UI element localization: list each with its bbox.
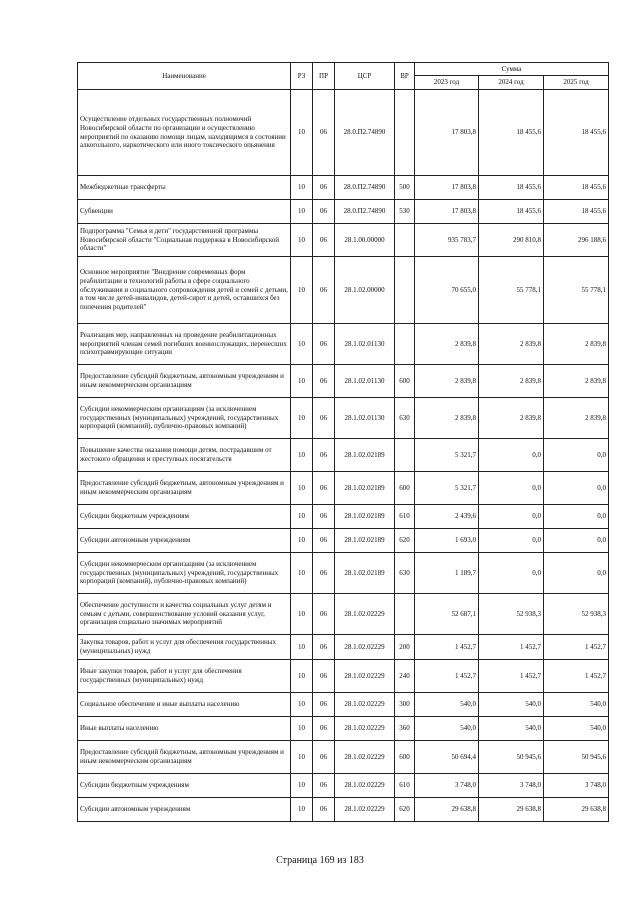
row-2024-cell: 52 938,3 [479,594,544,635]
row-2024-cell: 0,0 [479,553,544,594]
table-row [78,717,609,741]
row-csr-cell: 28.1.02.00000 [335,257,395,324]
row-2023-cell: 17 803,8 [415,176,479,200]
row-csr-cell: 28.1.02.02189 [335,505,395,529]
row-pr-cell: 06 [313,553,335,594]
row-pr-cell: 06 [313,594,335,635]
row-vr-cell: 240 [395,660,415,693]
row-rz-cell: 10 [291,365,313,398]
row-vr-cell: 630 [395,398,415,439]
row-vr-cell: 620 [395,798,415,822]
row-2023-cell: 17 803,8 [415,200,479,224]
row-rz-cell: 10 [291,398,313,439]
row-2025-cell: 0,0 [544,472,609,505]
row-2024-cell: 2 839,8 [479,398,544,439]
col-header-name: Наименование [78,63,291,90]
row-pr-cell: 06 [313,200,335,224]
row-name-cell: Предоставление субсидий бюджетным, автономным учреждениям и иным некоммерческим организациям [78,365,291,398]
table-header [78,63,609,90]
row-2025-cell: 540,0 [544,693,609,717]
col-header-rz: РЗ [291,63,313,90]
row-pr-cell: 06 [313,324,335,365]
row-2024-cell: 2 839,8 [479,324,544,365]
table-row [78,224,609,257]
row-2023-cell: 2 439,6 [415,505,479,529]
row-pr-cell: 06 [313,398,335,439]
row-csr-cell: 28.1.02.02229 [335,660,395,693]
row-vr-cell [395,224,415,257]
row-name-cell: Субсидии автономным учреждениям [78,798,291,822]
table-row [78,529,609,553]
row-2025-cell: 55 778,1 [544,257,609,324]
row-2025-cell: 296 188,6 [544,224,609,257]
row-name-cell: Межбюджетные трансферты [78,176,291,200]
row-2023-cell: 2 839,8 [415,365,479,398]
row-2024-cell: 1 452,7 [479,660,544,693]
row-2023-cell: 540,0 [415,693,479,717]
row-2025-cell: 1 452,7 [544,635,609,660]
table-row [78,257,609,324]
row-csr-cell: 28.1.02.01130 [335,324,395,365]
row-2023-cell: 70 655,0 [415,257,479,324]
row-2023-cell: 52 687,1 [415,594,479,635]
row-name-cell: Субсидии автономным учреждениям [78,529,291,553]
col-header-csr: ЦСР [335,63,395,90]
row-rz-cell: 10 [291,741,313,774]
table-row [78,324,609,365]
row-rz-cell: 10 [291,257,313,324]
row-rz-cell: 10 [291,774,313,798]
row-vr-cell: 300 [395,693,415,717]
row-name-cell: Реализация мер, направленных на проведение реабилитационных мероприятий членам семей погибших военнослужащих, перенесших психотравмирующие ситуации [78,324,291,365]
table-body [78,90,609,822]
row-2024-cell: 290 810,8 [479,224,544,257]
row-2025-cell: 0,0 [544,529,609,553]
row-2025-cell: 2 839,8 [544,365,609,398]
table-row [78,594,609,635]
row-vr-cell: 620 [395,529,415,553]
row-name-cell: Субсидии некоммерческим организациям (за исключением государственных (муниципальных) учреждений, государственных корпораций (компаний), публично-правовых компаний) [78,553,291,594]
row-2023-cell: 1 452,7 [415,635,479,660]
table-row [78,505,609,529]
row-2024-cell: 18 455,6 [479,200,544,224]
row-pr-cell: 06 [313,635,335,660]
row-vr-cell: 530 [395,200,415,224]
row-rz-cell: 10 [291,798,313,822]
row-2024-cell: 0,0 [479,439,544,472]
row-2023-cell: 29 638,8 [415,798,479,822]
row-pr-cell: 06 [313,774,335,798]
row-vr-cell [395,90,415,176]
row-csr-cell: 28.1.02.01130 [335,365,395,398]
row-vr-cell: 200 [395,635,415,660]
row-name-cell: Закупка товаров, работ и услуг для обеспечения государственных (муниципальных) нужд [78,635,291,660]
row-2023-cell: 2 839,8 [415,398,479,439]
row-csr-cell: 28.0.П2.74890 [335,90,395,176]
row-vr-cell [395,324,415,365]
budget-table [77,62,609,822]
row-2025-cell: 18 455,6 [544,176,609,200]
row-csr-cell: 28.1.02.02189 [335,529,395,553]
row-pr-cell: 06 [313,505,335,529]
row-vr-cell: 600 [395,472,415,505]
row-csr-cell: 28.1.02.02189 [335,439,395,472]
row-name-cell: Осуществление отдельных государственных полномочий Новосибирской области по организации и осуществлению мероприятий по оказанию помощи лицам, находящимся в состоянии алкогольного, наркотического или иного токсического опьянения [78,90,291,176]
row-2025-cell: 52 938,3 [544,594,609,635]
row-pr-cell: 06 [313,741,335,774]
row-2025-cell: 3 748,0 [544,774,609,798]
table-row [78,439,609,472]
row-rz-cell: 10 [291,324,313,365]
row-name-cell: Предоставление субсидий бюджетным, автономным учреждениям и иным некоммерческим организациям [78,472,291,505]
row-csr-cell: 28.1.02.01130 [335,398,395,439]
row-2024-cell: 0,0 [479,505,544,529]
row-name-cell: Обеспечение доступности и качества социальных услуг детям и семьям с детьми, совершенствование условий оказания услуг, организация социально значимых мероприятий [78,594,291,635]
row-name-cell: Субвенции [78,200,291,224]
row-2024-cell: 540,0 [479,693,544,717]
row-rz-cell: 10 [291,90,313,176]
row-vr-cell: 600 [395,741,415,774]
row-2023-cell: 540,0 [415,717,479,741]
row-name-cell: Иные выплаты населению [78,717,291,741]
row-2023-cell: 1 693,0 [415,529,479,553]
row-2023-cell: 935 783,7 [415,224,479,257]
row-2024-cell: 18 455,6 [479,90,544,176]
row-name-cell: Субсидии некоммерческим организациям (за исключением государственных (муниципальных) учреждений, государственных корпораций (компаний), публично-правовых компаний) [78,398,291,439]
row-2025-cell: 1 452,7 [544,660,609,693]
row-2025-cell: 29 638,8 [544,798,609,822]
row-vr-cell: 600 [395,365,415,398]
row-pr-cell: 06 [313,90,335,176]
row-rz-cell: 10 [291,529,313,553]
row-csr-cell: 28.1.02.02229 [335,635,395,660]
table-row [78,553,609,594]
row-2025-cell: 2 839,8 [544,324,609,365]
row-name-cell: Повышение качества оказания помощи детям, пострадавшим от жестокого обращения и преступных посягательств [78,439,291,472]
row-2024-cell: 1 452,7 [479,635,544,660]
col-header-2025: 2025 год [544,76,609,90]
table-row [78,693,609,717]
col-header-vr: ВР [395,63,415,90]
row-pr-cell: 06 [313,176,335,200]
row-pr-cell: 06 [313,529,335,553]
row-name-cell: Социальное обеспечение и иные выплаты населению [78,693,291,717]
col-header-2023: 2023 год [415,76,479,90]
row-pr-cell: 06 [313,257,335,324]
row-csr-cell: 28.1.02.02189 [335,553,395,594]
row-vr-cell [395,594,415,635]
row-rz-cell: 10 [291,224,313,257]
row-csr-cell: 28.1.02.02229 [335,693,395,717]
table-row [78,774,609,798]
row-2024-cell: 50 945,6 [479,741,544,774]
row-2024-cell: 0,0 [479,529,544,553]
row-2024-cell: 0,0 [479,472,544,505]
row-2025-cell: 540,0 [544,717,609,741]
row-vr-cell: 360 [395,717,415,741]
col-header-sum: Сумма [415,63,609,76]
table-row [78,741,609,774]
row-rz-cell: 10 [291,439,313,472]
row-csr-cell: 28.1.02.02229 [335,741,395,774]
row-csr-cell: 28.1.02.02229 [335,774,395,798]
row-2023-cell: 1 189,7 [415,553,479,594]
row-2024-cell: 2 839,8 [479,365,544,398]
row-pr-cell: 06 [313,717,335,741]
row-2025-cell: 18 455,6 [544,90,609,176]
row-name-cell: Подпрограмма "Семья и дети" государственной программы Новосибирской области "Социальная поддержка в Новосибирской области" [78,224,291,257]
col-header-pr: ПР [313,63,335,90]
table-row [78,660,609,693]
row-csr-cell: 28.1.02.02229 [335,594,395,635]
row-pr-cell: 06 [313,472,335,505]
table-row [78,90,609,176]
table-row [78,365,609,398]
row-2025-cell: 2 839,8 [544,398,609,439]
row-rz-cell: 10 [291,472,313,505]
row-csr-cell: 28.1.02.02189 [335,472,395,505]
row-csr-cell: 28.0.П2.74890 [335,176,395,200]
row-csr-cell: 28.1.02.02229 [335,798,395,822]
row-name-cell: Субсидии бюджетным учреждениям [78,505,291,529]
row-2025-cell: 50 945,6 [544,741,609,774]
row-pr-cell: 06 [313,798,335,822]
row-pr-cell: 06 [313,439,335,472]
row-2023-cell: 2 839,8 [415,324,479,365]
table-row [78,798,609,822]
row-2023-cell: 50 694,4 [415,741,479,774]
table-row [78,200,609,224]
row-name-cell: Субсидии бюджетным учреждениям [78,774,291,798]
row-2025-cell: 0,0 [544,439,609,472]
row-pr-cell: 06 [313,660,335,693]
row-2025-cell: 0,0 [544,505,609,529]
row-2023-cell: 17 803,8 [415,90,479,176]
row-vr-cell [395,257,415,324]
row-pr-cell: 06 [313,693,335,717]
row-vr-cell: 610 [395,505,415,529]
row-vr-cell: 610 [395,774,415,798]
row-rz-cell: 10 [291,660,313,693]
row-vr-cell [395,439,415,472]
row-2023-cell: 5 321,7 [415,439,479,472]
row-vr-cell: 500 [395,176,415,200]
row-csr-cell: 28.1.00.00000 [335,224,395,257]
row-2024-cell: 18 455,6 [479,176,544,200]
table-row [78,398,609,439]
row-rz-cell: 10 [291,717,313,741]
col-header-2024: 2024 год [479,76,544,90]
row-rz-cell: 10 [291,553,313,594]
page-footer: Страница 169 из 183 [276,855,364,866]
row-rz-cell: 10 [291,176,313,200]
row-2023-cell: 5 321,7 [415,472,479,505]
row-name-cell: Предоставление субсидий бюджетным, автономным учреждениям и иным некоммерческим организациям [78,741,291,774]
row-2024-cell: 55 778,1 [479,257,544,324]
row-2024-cell: 29 638,8 [479,798,544,822]
row-2025-cell: 0,0 [544,553,609,594]
row-2025-cell: 18 455,6 [544,200,609,224]
row-rz-cell: 10 [291,200,313,224]
row-csr-cell: 28.1.02.02229 [335,717,395,741]
row-2024-cell: 540,0 [479,717,544,741]
row-2024-cell: 3 748,0 [479,774,544,798]
row-name-cell: Основное мероприятие "Внедрение современных форм реабилитации и технологий работы в сфере социального обслуживания и социального сопровождения детей и семей с детьми, в том числе детей-инвалидов, детей-сирот и детей, оставшихся без попечения родителей" [78,257,291,324]
row-rz-cell: 10 [291,594,313,635]
row-vr-cell: 630 [395,553,415,594]
table-row [78,635,609,660]
row-pr-cell: 06 [313,224,335,257]
row-rz-cell: 10 [291,693,313,717]
row-name-cell: Иные закупки товаров, работ и услуг для обеспечения государственных (муниципальных) нужд [78,660,291,693]
table-row [78,176,609,200]
row-pr-cell: 06 [313,365,335,398]
row-csr-cell: 28.0.П2.74890 [335,200,395,224]
row-rz-cell: 10 [291,505,313,529]
row-2023-cell: 3 748,0 [415,774,479,798]
table-row [78,472,609,505]
row-2023-cell: 1 452,7 [415,660,479,693]
row-rz-cell: 10 [291,635,313,660]
